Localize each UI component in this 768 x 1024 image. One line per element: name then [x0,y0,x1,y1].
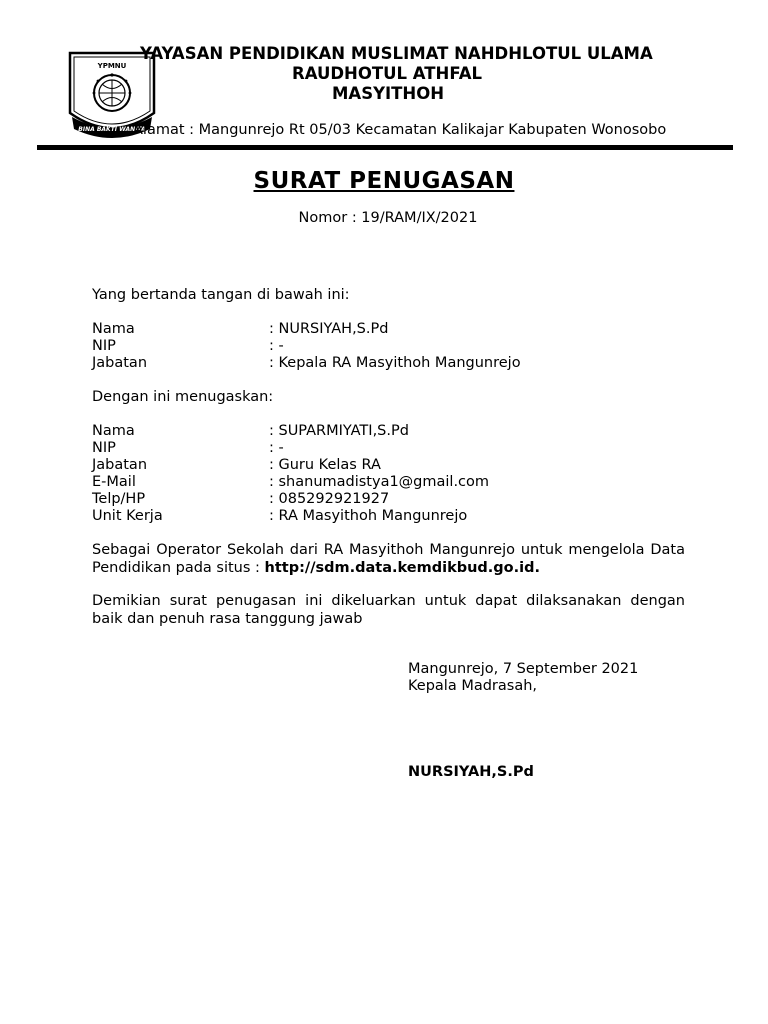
letter-number: Nomor : 19/RAM/IX/2021 [298,210,478,226]
logo-bottom-text: BINA BAKTI WANITA [78,126,146,133]
assignee-nip-label: NIP [92,440,116,456]
assignee-name-label: Nama [92,423,135,439]
letterhead-divider [37,145,733,150]
assignee-unit-value: : RA Masyithoh Mangunrejo [269,508,468,524]
signer-name: NURSIYAH,S.Pd [408,764,534,780]
assignee-email-label: E-Mail [92,474,136,490]
signer-nip-label: NIP [92,338,116,354]
school-name: MASYITHOH [332,84,445,103]
intro-text: Yang bertanda tangan di bawah ini: [92,287,350,303]
closing-paragraph: Demikian surat penugasan ini dikeluarkan untuk dapat dilaksanakan dengan baik dan penuh rasa tanggung jawab [92,593,685,627]
assignee-unit-label: Unit Kerja [92,508,163,524]
website-link: http://sdm.data.kemdikbud.go.id. [264,559,541,576]
assign-intro-text: Dengan ini menugaskan: [92,389,274,405]
logo-top-text: YPMNU [97,62,127,70]
signer-position-title: Kepala Madrasah, [408,678,538,694]
signer-position-label: Jabatan [92,355,148,371]
purpose-text: Sebagai Operator Sekolah dari RA Masyithoh Mangunrejo untuk mengelola Data Pendidikan pada situs : [92,542,685,576]
assignee-phone-value: : 085292921927 [269,491,390,507]
foundation-name: YAYASAN PENDIDIKAN MUSLIMAT NAHDHLOTUL ULAMA [140,44,653,63]
assignee-email-value: : shanumadistya1@gmail.com [269,474,490,490]
assignee-phone-label: Telp/HP [92,491,146,507]
place-date: Mangunrejo, 7 September 2021 [408,661,639,677]
assignee-position-value: : Guru Kelas RA [269,457,381,473]
signer-nip-value: : - [269,338,284,354]
purpose-paragraph [92,542,685,577]
signer-position-value: : Kepala RA Masyithoh Mangunrejo [269,355,521,371]
letter-title: SURAT PENUGASAN [253,168,515,194]
assignee-position-label: Jabatan [92,457,148,473]
assignee-name-value: : SUPARMIYATI,S.Pd [269,423,409,439]
signer-name-value: : NURSIYAH,S.Pd [269,321,389,337]
signer-name-label: Nama [92,321,135,337]
assignee-nip-value: : - [269,440,284,456]
school-type: RAUDHOTUL ATHFAL [292,64,483,83]
school-address: Alamat : Mangunrejo Rt 05/03 Kecamatan Kalikajar Kabupaten Wonosobo [133,122,667,138]
